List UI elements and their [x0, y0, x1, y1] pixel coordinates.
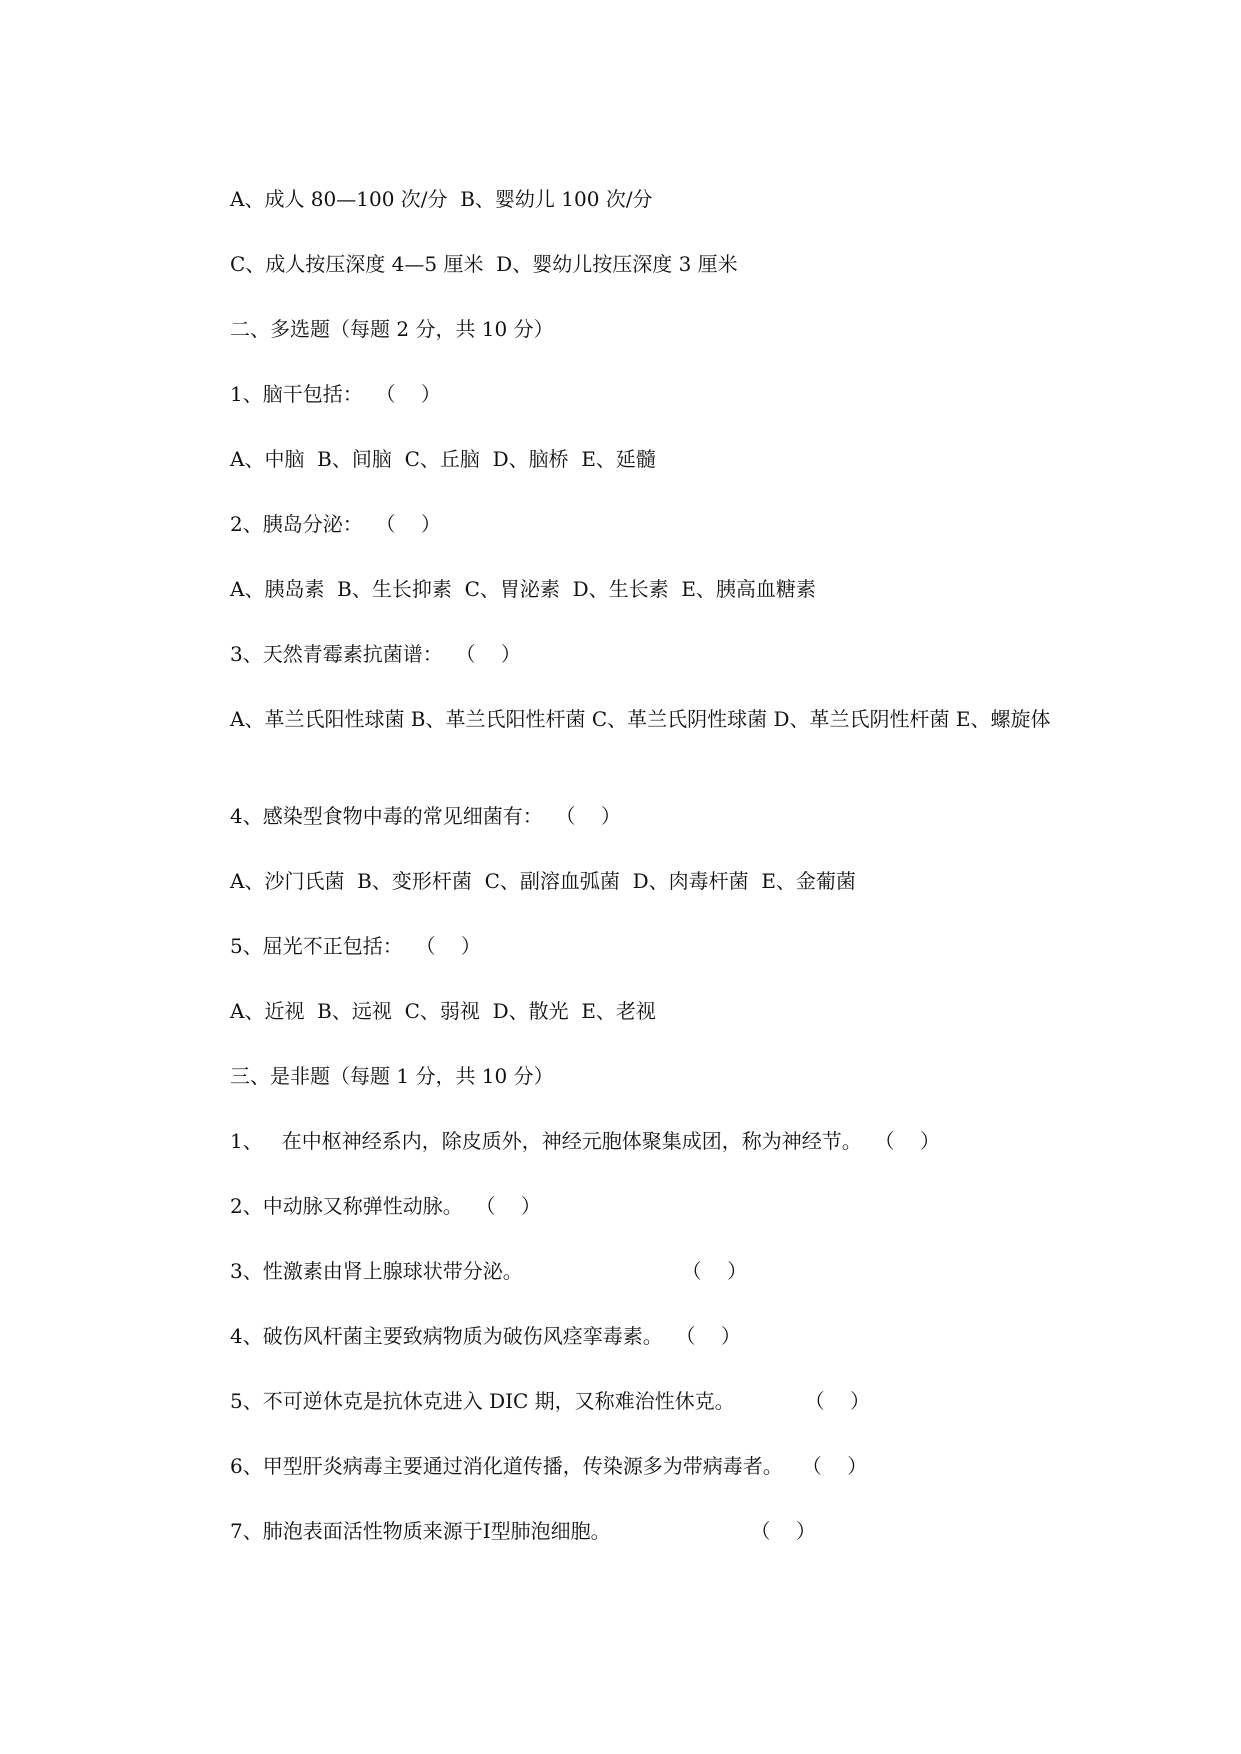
options-question-1: A、中脑 B、间脑 C、丘脑 D、脑桥 E、延髓 — [230, 447, 656, 471]
options-question-3: A、革兰氏阳性球菌 B、革兰氏阳性杆菌 C、革兰氏阴性球菌 D、革兰氏阴性杆菌 E、螺旋体 — [230, 707, 1051, 731]
true-false-item-6: 6、甲型肝炎病毒主要通过消化道传播，传染源多为带病毒者。 （ ） — [230, 1454, 868, 1478]
options-question-2: A、胰岛素 B、生长抑素 C、胃泌素 D、生长素 E、胰高血糖素 — [230, 577, 816, 601]
options-question-5: A、近视 B、远视 C、弱视 D、散光 E、老视 — [230, 999, 656, 1023]
question-4-food-poisoning: 4、感染型食物中毒的常见细菌有： （ ） — [230, 804, 621, 828]
option-line-cpr-rate: A、成人 80—100 次/分 B、婴幼儿 100 次/分 — [230, 187, 653, 211]
section-heading-multiple-choice: 二、多选题（每题 2 分，共 10 分） — [230, 317, 554, 341]
section-heading-true-false: 三、是非题（每题 1 分，共 10 分） — [230, 1064, 554, 1088]
question-2-pancreatic-islet: 2、胰岛分泌： （ ） — [230, 512, 441, 536]
true-false-item-3: 3、性激素由肾上腺球状带分泌。 （ ） — [230, 1259, 748, 1283]
true-false-item-7: 7、肺泡表面活性物质来源于Ⅰ型肺泡细胞。 （ ） — [230, 1519, 816, 1543]
question-5-refraction: 5、屈光不正包括： （ ） — [230, 934, 481, 958]
options-question-4: A、沙门氏菌 B、变形杆菌 C、副溶血弧菌 D、肉毒杆菌 E、金葡菌 — [230, 869, 856, 893]
option-line-cpr-depth: C、成人按压深度 4—5 厘米 D、婴幼儿按压深度 3 厘米 — [230, 252, 738, 276]
question-3-penicillin: 3、天然青霉素抗菌谱： （ ） — [230, 642, 521, 666]
question-1-brainstem: 1、脑干包括： （ ） — [230, 382, 441, 406]
true-false-item-5: 5、不可逆休克是抗休克进入 DIC 期，又称难治性休克。 （ ） — [230, 1389, 871, 1413]
true-false-item-1: 1、 在中枢神经系内，除皮质外，神经元胞体聚集成团，称为神经节。 （ ） — [230, 1129, 940, 1153]
true-false-item-4: 4、破伤风杆菌主要致病物质为破伤风痉挛毒素。 （ ） — [230, 1324, 741, 1348]
true-false-item-2: 2、中动脉又称弹性动脉。 （ ） — [230, 1194, 541, 1218]
